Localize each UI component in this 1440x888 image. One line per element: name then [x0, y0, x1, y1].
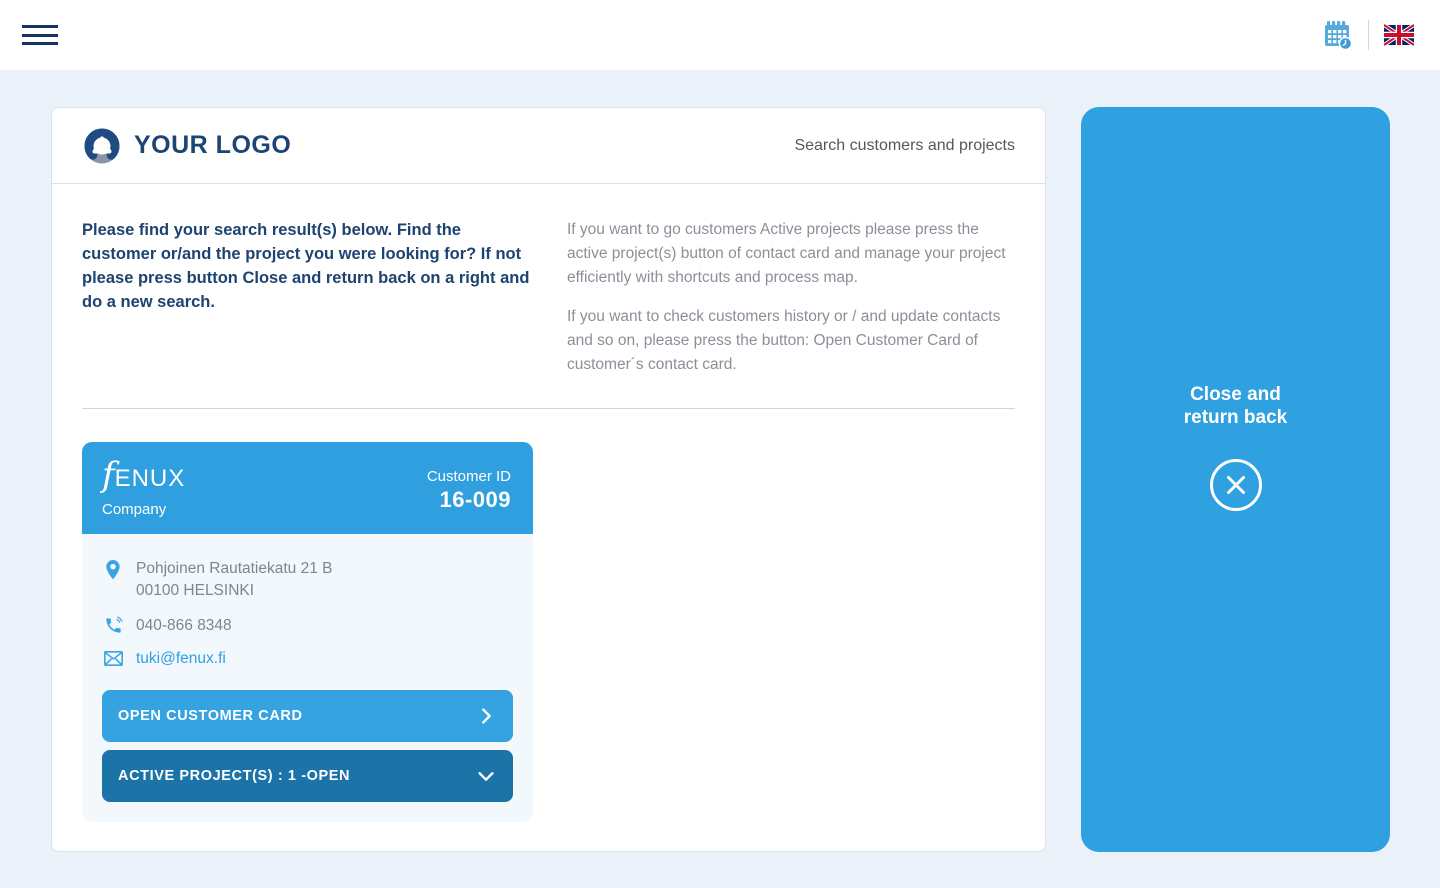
close-panel-text: [1184, 383, 1287, 429]
brand-logo: [82, 126, 291, 166]
customer-card-header: [82, 442, 533, 534]
chevron-down-icon: [475, 765, 497, 787]
card-header: [52, 108, 1045, 184]
email-link[interactable]: tuki@fenux.fi: [136, 650, 226, 667]
customer-logo-f: f: [102, 455, 115, 495]
open-customer-card-button[interactable]: [102, 690, 513, 742]
topbar: [0, 0, 1440, 70]
close-panel-line2: return back: [1183, 407, 1288, 428]
intro-paragraph: If you want to go customers Active projects please press the active project(s) button of contact card and manage your project efficiently with shortcuts and process map.: [567, 221, 1006, 286]
active-projects-button[interactable]: [102, 750, 513, 802]
phone-number: 040-866 8348: [136, 617, 232, 634]
phone-icon: [102, 615, 124, 635]
phone-row: [102, 615, 513, 637]
intro-paragraph: If you want to check customers history or / and update contacts and so on, please press the button: Open Customer Card of customer´s contact card.: [567, 308, 1001, 373]
section-divider: [82, 408, 1015, 409]
close-circle-icon[interactable]: [1208, 457, 1264, 518]
intro-instructions-secondary: [567, 218, 1015, 377]
brand-logo-text: YOUR LOGO: [134, 131, 292, 159]
address-line2: 00100 HELSINKI: [136, 582, 255, 599]
calendar-clock-icon[interactable]: [1323, 19, 1353, 51]
content-area: [0, 70, 1440, 888]
customer-id-label: Customer ID: [426, 468, 511, 485]
brand-logo-icon: [82, 126, 122, 166]
customer-logo: [102, 455, 186, 495]
address-line1: Pohjoinen Rautatiekatu 21 B: [136, 560, 333, 577]
chevron-right-icon: [475, 705, 497, 727]
envelope-icon: [102, 650, 124, 666]
customer-result-card: [82, 442, 533, 822]
page-title: Search customers and projects: [794, 136, 1015, 154]
hamburger-menu-icon[interactable]: [22, 23, 58, 47]
topbar-divider: [1368, 20, 1369, 50]
customer-logo-rest: ENUX: [114, 465, 186, 492]
address-row: [102, 558, 513, 602]
customer-id-value: 16-009: [439, 487, 511, 512]
address-text: [136, 558, 332, 602]
close-and-return-panel[interactable]: [1081, 107, 1390, 852]
open-customer-card-label: OPEN CUSTOMER CARD: [118, 708, 303, 724]
intro-instructions-primary: Please find your search result(s) below. Find the customer or/and the project you were looking for? If not please press button Close and return back on a right and do a new search.: [82, 221, 530, 311]
active-projects-label: ACTIVE PROJECT(S) : 1 -OPEN: [118, 768, 351, 784]
customer-card-body: [82, 534, 533, 822]
search-results-card: [51, 107, 1046, 852]
location-pin-icon: [102, 558, 124, 581]
company-label: Company: [102, 501, 167, 518]
uk-flag-language-icon[interactable]: [1384, 24, 1414, 46]
email-row: [102, 650, 513, 668]
close-panel-line1: Close and: [1190, 384, 1281, 405]
